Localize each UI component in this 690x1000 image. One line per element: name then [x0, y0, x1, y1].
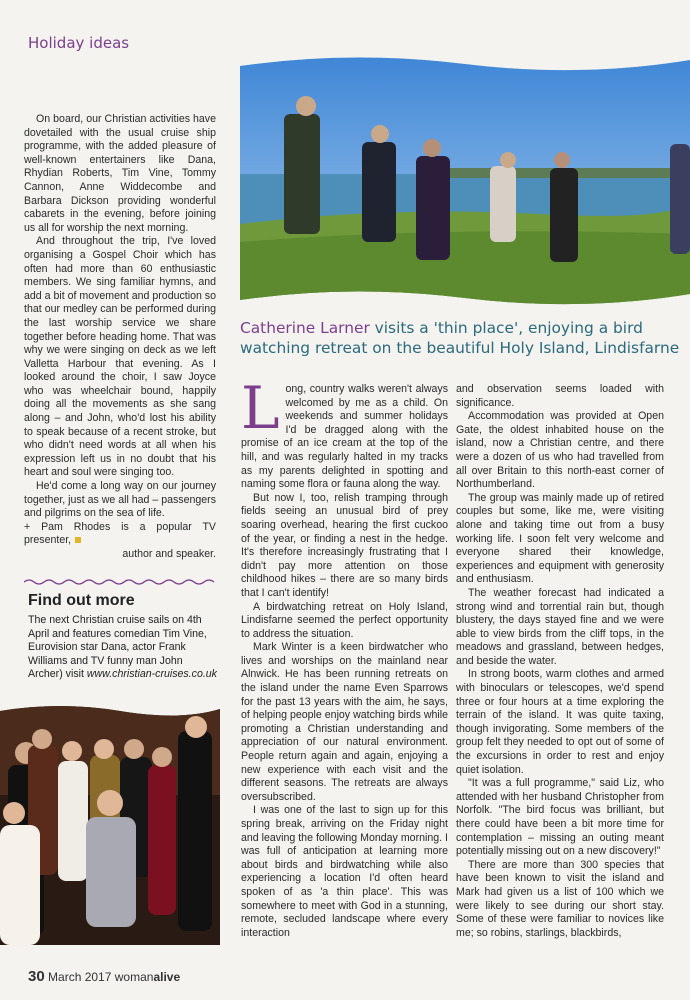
article-paragraph: Accommodation was provided at Open Gate, the oldest inhabited house on the island, now a Christian centre, and there were a dozen of us who had travelled from all over Britain to this north-east corner of Northumberland. — [456, 410, 664, 491]
author-credit — [24, 521, 216, 562]
issue-date: March 2017 — [48, 970, 112, 984]
author-credit-line1: + Pam Rhodes is a popular TV presenter, — [24, 520, 216, 547]
section-label: Holiday ideas — [28, 34, 130, 52]
article-first-paragraph — [241, 374, 448, 492]
cruise-website-link[interactable]: www.christian-cruises.co.uk — [86, 668, 217, 681]
author-credit-line2: author and speaker. — [122, 548, 216, 560]
magazine-brand — [115, 970, 180, 984]
brand-part-a: woman — [114, 970, 154, 984]
article-paragraph: and observation seems loaded with significance. — [456, 383, 664, 409]
find-out-more-title: Find out more — [28, 592, 135, 609]
middle-column — [241, 374, 448, 940]
first-paragraph-text: ong, country walks weren't always welcomed by me as a child. On weekends and summer holidays I'd be dragged along with the promise of an ice cream at the top of the hill, and was regularly halted in my tracks as my parents delighted in spotting and naming some flora or fauna along the way. — [241, 383, 448, 491]
left-paragraph: He'd come a long way on our journey together, just as we all had – passengers and pilgrims on the sea of life. — [24, 480, 216, 520]
article-paragraph: A birdwatching retreat on Holy Island, Lindisfarne seemed the perfect opportunity to address the situation. — [241, 600, 448, 640]
article-paragraph: I was one of the last to sign up for this spring break, arriving on the Friday night and leaving the following Monday morning. I was full of anticipation at learning more about birds and birdwatching while also experiencing a location I'd often heard spoken of as 'a thin place'. This was somewhere to meet with God in a stunning, remote, secluded landscape where every interaction — [241, 804, 448, 939]
left-column — [24, 113, 216, 562]
end-mark-icon — [75, 537, 81, 543]
page-number: 30 — [28, 968, 45, 985]
find-out-more-body: The next Christian cruise sails on 4th April and features comedian Tim Vine, Eurovision star Dana, actor Frank Williams and TV funny man John Archer) visit — [28, 614, 207, 681]
left-paragraph: On board, our Christian activities have dovetailed with the usual cruise ship programme, with the added pleasure of well-known entertainers like Dana, Rhydian Roberts, Tim Vine, Tommy Cannon, Anne Widdecombe and Barbara Dickson providing wonderful cabarets in the evening, before joining us all for worship the next morning. — [24, 113, 216, 234]
brand-part-b: alive — [153, 970, 181, 984]
article-subheading — [240, 318, 680, 358]
left-paragraph: And throughout the trip, I've loved organising a Gospel Choir which has often had more than 60 enthusiastic members. We sing familiar hymns, and add a bit of movement and production so that our medley can be performed during the last worship service we share together before heading home. That was why we were singing on deck as we left Valletta Harbour that evening. As I looked around the choir, I saw Joyce who was wheelchair bound, happily doing all the movements as she sang along – and John, who'd lost his ability to speak because of a recent stroke, but who didn't need words at all when his expression left us in no doubt that his heart and soul were singing too. — [24, 235, 216, 479]
article-paragraph: Mark Winter is a keen birdwatcher who lives and worships on the mainland near Alnwick. He has been running retreats on the island under the name Even Sparrows for the past 13 years with the aim, he says, of helping people enjoy watching birds while promoting a Christian understanding and appreciation of our natural environment. People return again and again, enjoying a new experience with each visit and the different seasons. The retreats are always oversubscribed. — [241, 641, 448, 803]
article-paragraph: But now I, too, relish tramping through fields seeing an unusual bird of prey soaring overhead, hearing the first cuckoo of the year, or finding a nest in the hedge. It's therefore increasingly frustrating that I didn't pay more attention on those childhood hikes – there are so many birds that I can't identify! — [241, 491, 448, 599]
subheading-text: visits a 'thin place', enjoying a bird watching retreat on the beautiful Holy Island, Lindisfarne — [240, 319, 680, 357]
cruise-guests-photo — [0, 705, 220, 945]
author-name: Catherine Larner — [240, 319, 370, 337]
drop-cap: L — [241, 374, 280, 442]
article-paragraph: "It was a full programme," said Liz, who attended with her husband Christopher from Norfolk. "The bird focus was brilliant, but there could have been a bit more time for contemplation – missing an outing meant potentially missing out on a new discovery!" — [456, 777, 664, 858]
article-paragraph: The weather forecast had indicated a strong wind and torrential rain but, though blustery, the days stayed fine and we were able to view birds from the cliff tops, in the meadows and grassland, between hedges, and beside the water. — [456, 586, 664, 667]
article-paragraph: In strong boots, warm clothes and armed with binoculars or telescopes, we'd spend three or four hours at a time exploring the terrain of the island. It was quite taxing, though invigorating. Some members of the group felt they needed to opt out of some of the excursions in order to rest and enjoy quiet isolation. — [456, 668, 664, 776]
article-paragraph: The group was mainly made up of retired couples but some, like me, were visiting alone and taking time out from a busy working life. I soon felt very welcome and everyone shared their knowledge, experiences and equipment with generosity and enthusiasm. — [456, 491, 664, 586]
find-out-more-text — [28, 614, 218, 682]
birdwatchers-photo — [240, 56, 690, 310]
page-footer — [28, 968, 180, 985]
article-paragraph: There are more than 300 species that have been known to visit the island and Mark had given us a list of 100 which we were likely to see during our short stay. Some of these were familiar to novices like me; so robins, starlings, blackbirds, — [456, 858, 664, 939]
wavy-divider — [24, 578, 218, 586]
right-column — [456, 383, 664, 940]
